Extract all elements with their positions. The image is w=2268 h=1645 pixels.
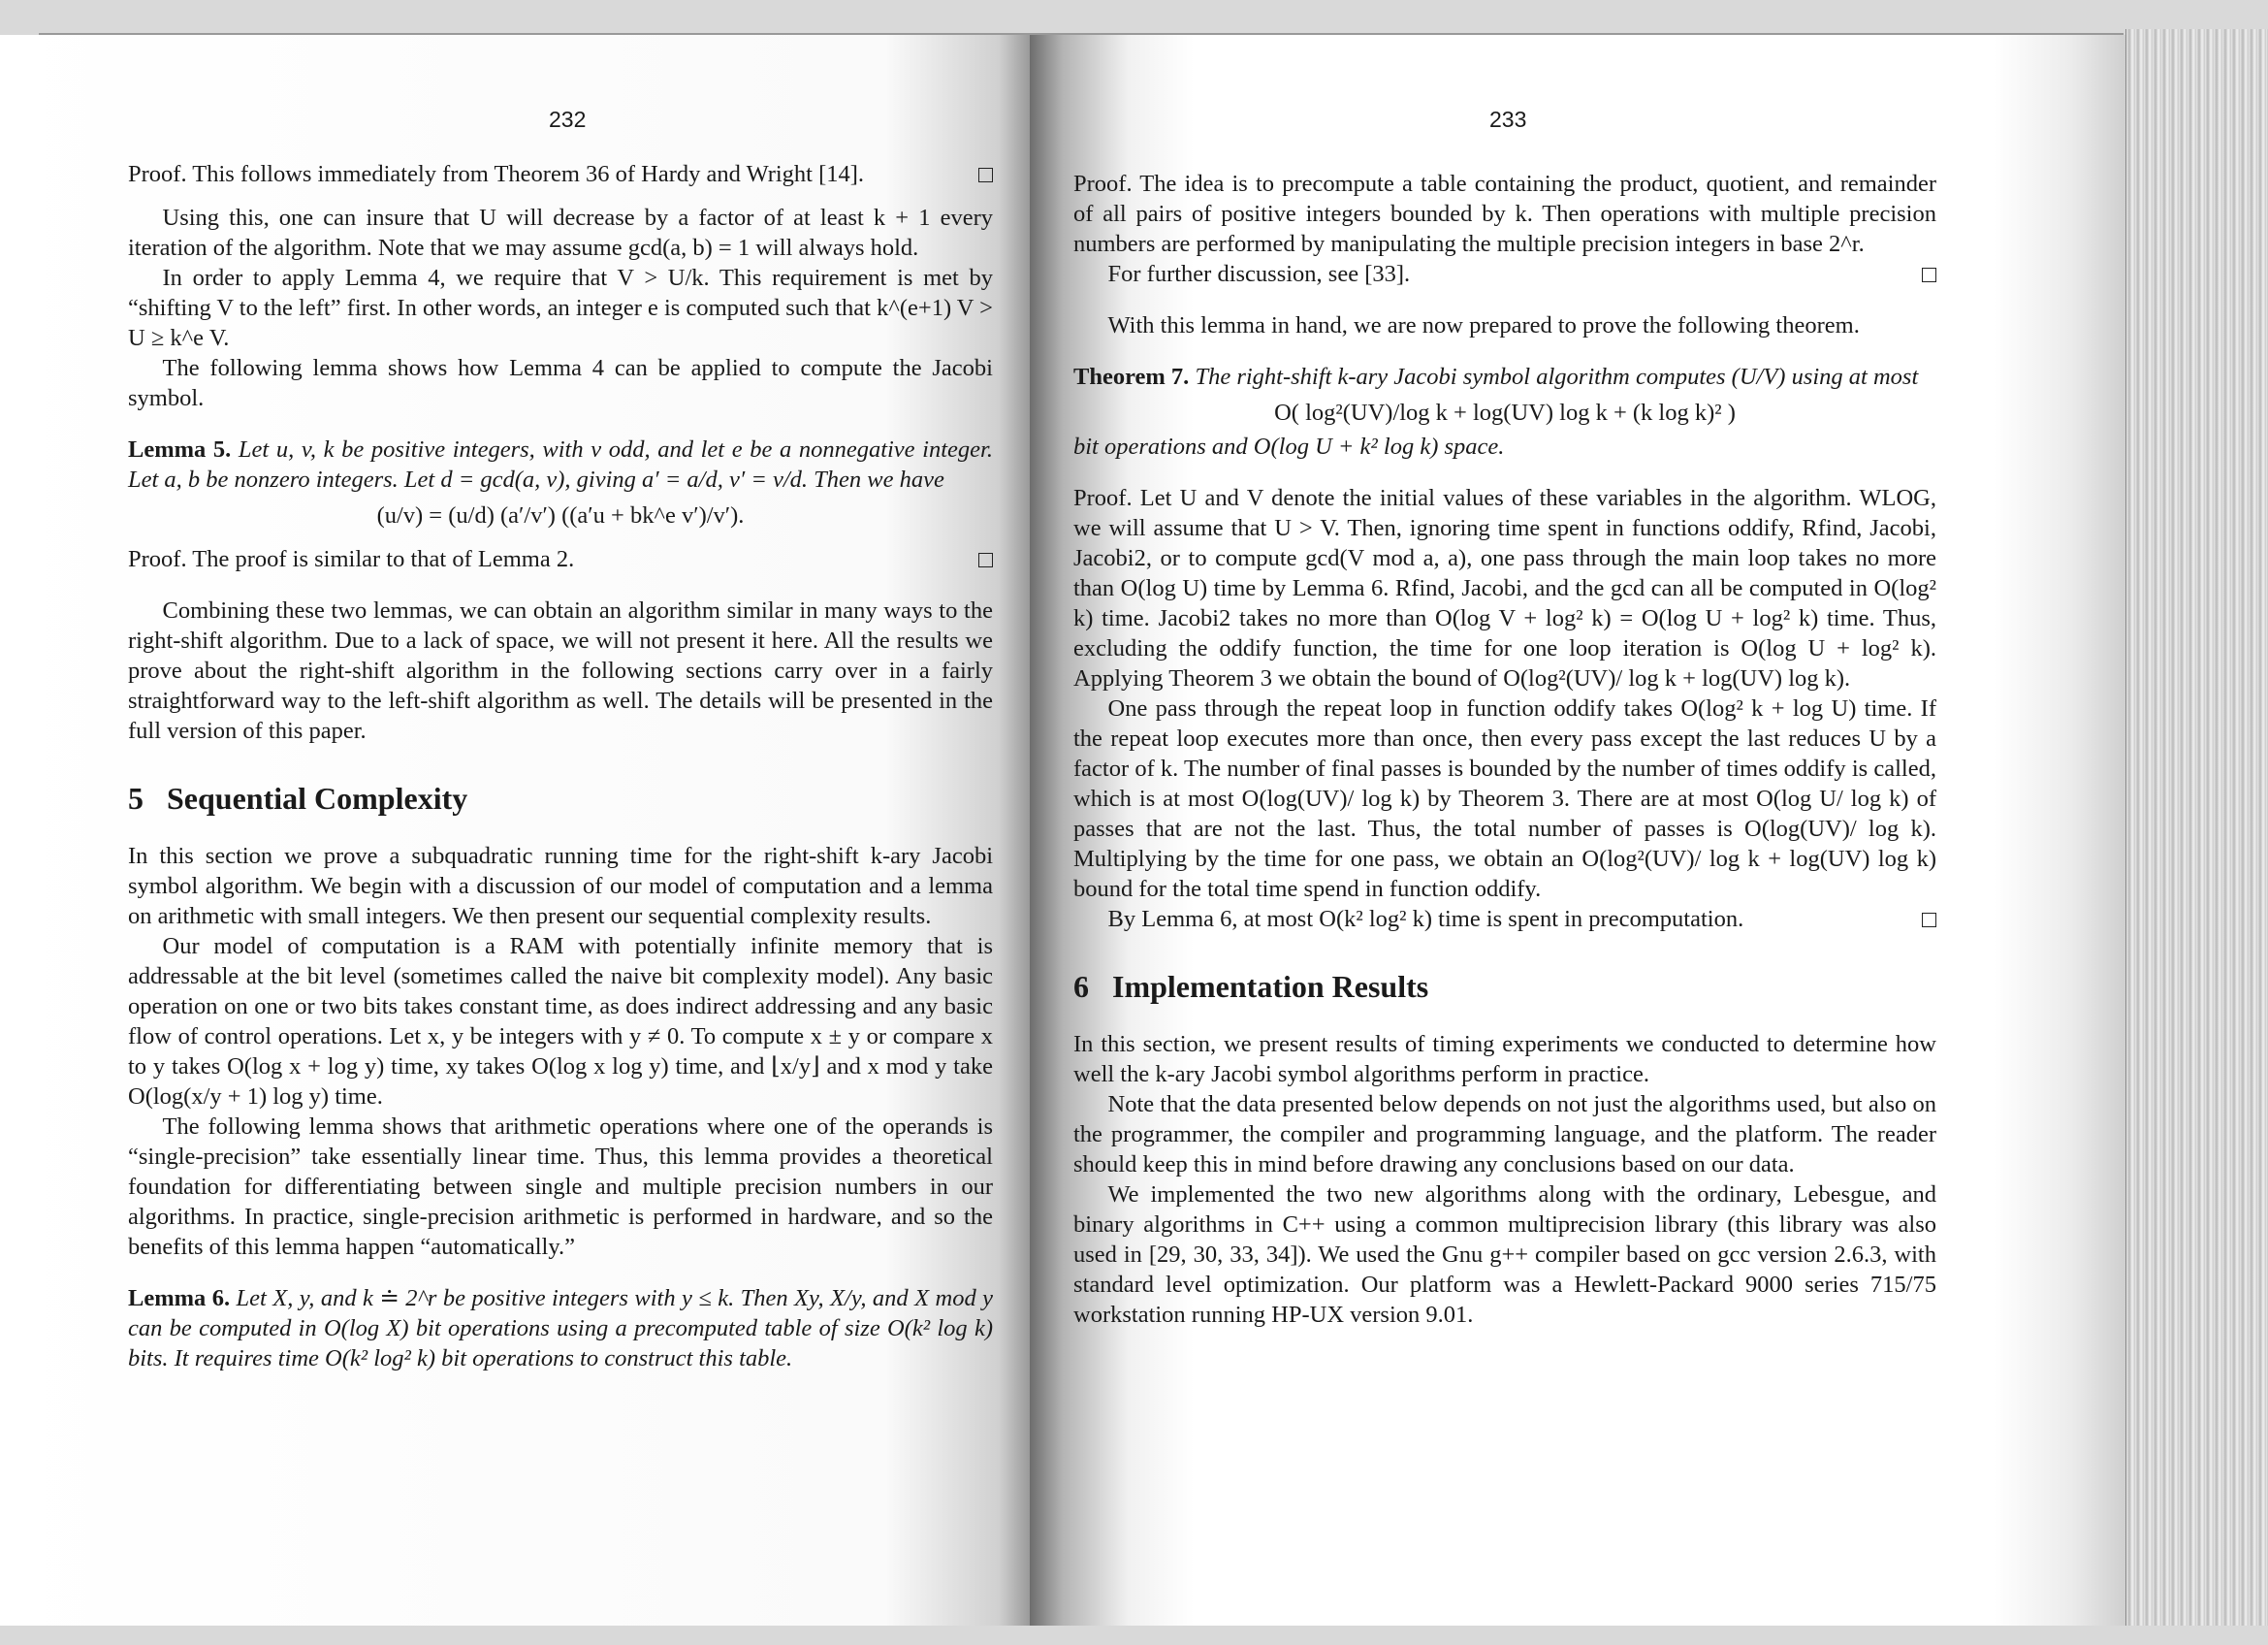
section-number: 6 [1073,969,1089,1004]
page-number: 232 [549,107,587,132]
body-paragraph: In this section, we present results of timing experiments we conducted to determine how well the k-ary Jacobi symbol algorithms perform in practice. [1073,1031,1936,1087]
proof-paragraph [128,159,993,189]
proof-paragraph [1073,904,1936,934]
proof-paragraph [128,544,993,574]
page-number: 233 [1489,107,1527,132]
section-heading [128,781,993,816]
lemma-label: Lemma 5. [128,436,232,463]
right-page [1030,35,2125,1626]
theorem-7 [1073,362,1936,392]
body-paragraph: Combining these two lemmas, we can obtain an algorithm similar in many ways to the right-shift algorithm. Due to a lack of space, we will not present it here. All the results we prove about the right-shift algorithm in the following sections carry over in a fairly straightforward way to the left-shift algorithm as well. The details will be presented in the full version of this paper. [128,597,993,744]
body-paragraph: One pass through the repeat loop in function oddify takes O(log² k + log U) time. If the repeat loop executes more than once, then every pass except the last reduces U by a factor of k. The number of final passes is bounded by the number of times oddify is called, which is at most O(log(UV)/ log k) by Theorem 3. There are at most O(log U/ log k) of passes that are not the last. Thus, the total number of passes is O(log(UV)/ log k). Multiplying by the time for one pass, we obtain an O(log²(UV)/ log k + log(UV) log k) bound for the total time spend in function oddify. [1073,695,1936,902]
body-paragraph: Note that the data presented below depends on not just the algorithms used, but also on the programmer, the compiler and programming language, and the platform. The reader should keep this in mind before drawing any conclusions based on our data. [1073,1091,1936,1177]
section-title: Implementation Results [1112,969,1429,1004]
body-paragraph: The following lemma shows how Lemma 4 can be applied to compute the Jacobi symbol. [128,355,993,411]
lemma-label: Lemma 6. [128,1285,231,1311]
left-page [0,35,1030,1626]
body-paragraph: Proof. The idea is to precompute a table containing the product, quotient, and remainder of all pairs of positive integers bounded by k. Then operations with multiple precision numbers are performed by manipulating the multiple precision integers in base 2^r. [1073,171,1936,257]
qed-box-icon [1922,913,1936,927]
theorem-tail: bit operations and O(log U + k² log k) space. [1073,434,1505,460]
qed-box-icon [1922,268,1936,282]
lemma-5 [128,435,993,495]
section-title: Sequential Complexity [167,781,468,816]
section-number: 5 [128,781,144,816]
body-paragraph: In order to apply Lemma 4, we require that V > U/k. This requirement is met by “shifting V to the left” first. In other words, an integer e is computed such that k^(e+1) V > U ≥ k^e V. [128,265,993,351]
body-paragraph: Proof. Let U and V denote the initial values of these variables in the algorithm. WLOG, we will assume that U > V. Then, ignoring time spent in functions oddify, Rfind, Jacobi, Jacobi2, or to compute gcd(V mod a, a), one pass through the main loop takes no more than O(log U) time by Lemma 6. Rfind, Jacobi, and the gcd can all be computed in O(log² k) time. Jacobi2 takes no more than O(log V + log² k) = O(log U + log² k) time. Thus, excluding the oddify function, the time for one loop iteration is O(log U + log² k). Applying Theorem 3 we obtain the bound of O(log²(UV)/ log k + log(UV) log k). [1073,485,1936,692]
lemma-5-formula: (u/v) = (u/d) (a′/v′) ((a′u + bk^e v′)/v′). [376,502,745,529]
qed-box-icon [978,553,993,567]
book-page-edges [2125,29,2268,1626]
left-column [128,159,993,1373]
theorem-text: The right-shift k-ary Jacobi symbol algorithm computes (U/V) using at most [1195,364,1919,390]
lemma-6 [128,1283,993,1373]
body-paragraph: Our model of computation is a RAM with potentially infinite memory that is addressable at the bit level (sometimes called the naive bit complexity model). Any basic operation on one or two bits takes constant time, as does indirect addressing and any basic flow of control operations. Let x, y be integers with y ≠ 0. To compute x ± y or compare x to y takes O(log x + log y) time, xy takes O(log x log y) time, and ⌊x/y⌋ and x mod y take O(log(x/y + 1) log y) time. [128,933,993,1110]
body-paragraph: The following lemma shows that arithmetic operations where one of the operands is “single-precision” take essentially linear time. Thus, this lemma provides a theoretical foundation for differentiating between single and multiple precision numbers in our algorithms. In practice, single-precision arithmetic is performed in hardware, and so the benefits of this lemma happen “automatically.” [128,1113,993,1260]
proof-text: Proof. The proof is similar to that of Lemma 2. [128,546,575,572]
proof-text: For further discussion, see [33]. [1107,261,1411,287]
lemma-text: Let u, v, k be positive integers, with v odd, and let e be a nonnegative integer. Let a, b be nonzero integers. Let d = gcd(a, v), giving a′ = a/d, v′ = v/d. Then we have [128,436,993,493]
section-heading [1073,969,1936,1004]
body-paragraph: In this section we prove a subquadratic running time for the right-shift k-ary Jacobi symbol algorithm. We begin with a discussion of our model of computation and a lemma on arithmetic with small integers. We then present our sequential complexity results. [128,843,993,929]
proof-paragraph [1073,259,1936,289]
qed-box-icon [978,168,993,182]
body-paragraph: We implemented the two new algorithms along with the ordinary, Lebesgue, and binary algorithms in C++ using a common multiprecision library (this library was also used in [29, 30, 33, 34]). We used the Gnu g++ compiler based on gcc version 2.6.3, with standard level optimization. Our platform was a Hewlett-Packard 9000 series 715/75 workstation running HP-UX version 9.01. [1073,1181,1936,1328]
proof-text: Proof. This follows immediately from Theorem 36 of Hardy and Wright [14]. [128,161,865,187]
body-paragraph: With this lemma in hand, we are now prepared to prove the following theorem. [1107,312,1860,339]
body-paragraph: Using this, one can insure that U will decrease by a factor of at least k + 1 every iteration of the algorithm. Note that we may assume gcd(a, b) = 1 will always hold. [128,205,993,261]
theorem-label: Theorem 7. [1073,364,1190,390]
lemma-text: Let X, y, and k ≐ 2^r be positive integers with y ≤ k. Then Xy, X/y, and X mod y can be computed in O(log X) bit operations using a precomputed table of size O(k² log k) bits. It requires time O(k² log² k) bit operations to construct this table. [128,1285,994,1371]
proof-text: By Lemma 6, at most O(k² log² k) time is spent in precomputation. [1107,906,1744,932]
right-column [1073,169,1936,1330]
theorem-7-formula: O( log²(UV)/log k + log(UV) log k + (k log k)² ) [1274,400,1736,426]
